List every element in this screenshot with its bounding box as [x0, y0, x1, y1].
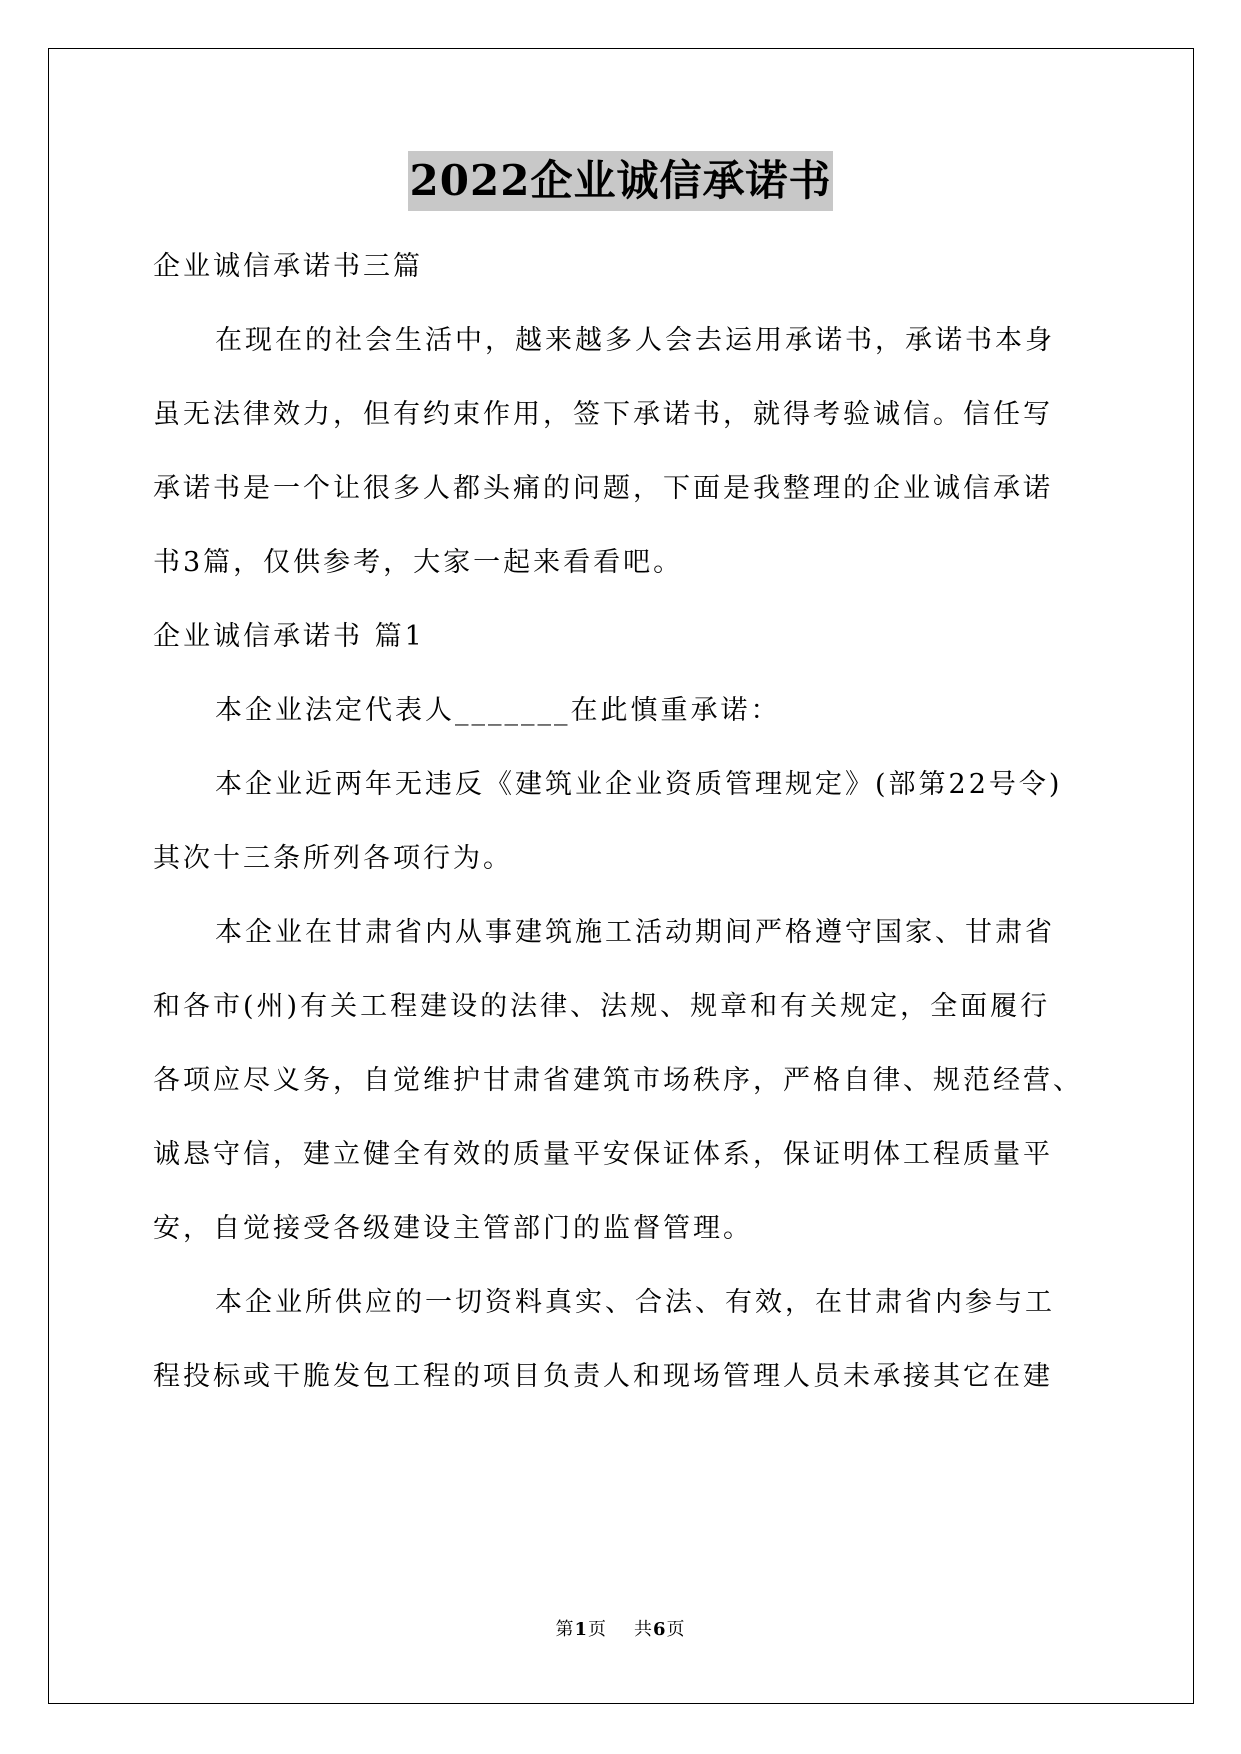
footer-total-suffix: 页: [666, 1619, 686, 1640]
title-container: [0, 151, 1241, 211]
paragraph-line: 其次十三条所列各项行为。: [153, 843, 513, 874]
paragraph-line: 各项应尽义务，自觉维护甘肃省建筑市场秩序，严格自律、规范经营、: [153, 1065, 1083, 1096]
page-footer: [0, 1615, 1241, 1641]
total-page-number: 6: [652, 1619, 667, 1640]
paragraph-line: 本企业法定代表人_______在此慎重承诺：: [215, 695, 781, 726]
current-page-number: 1: [574, 1619, 589, 1640]
paragraph-line: 本企业所供应的一切资料真实、合法、有效，在甘肃省内参与工: [215, 1287, 1055, 1318]
paragraph-line: 安，自觉接受各级建设主管部门的监督管理。: [153, 1213, 753, 1244]
footer-total-prefix: 共: [633, 1619, 653, 1640]
section-heading: 企业诚信承诺书 篇1: [153, 621, 425, 652]
footer-prefix: 第: [555, 1619, 575, 1640]
paragraph-line: 程投标或干脆发包工程的项目负责人和现场管理人员未承接其它在建: [153, 1361, 1053, 1392]
page-border: [48, 48, 1194, 1704]
paragraph-line: 本企业在甘肃省内从事建筑施工活动期间严格遵守国家、甘肃省: [215, 917, 1055, 948]
footer-page-suffix: 页: [588, 1619, 608, 1640]
document-title: 2022企业诚信承诺书: [408, 151, 834, 211]
paragraph-line: 承诺书是一个让很多人都头痛的问题，下面是我整理的企业诚信承诺: [153, 473, 1053, 504]
paragraph-line: 书3篇，仅供参考，大家一起来看看吧。: [153, 547, 684, 578]
paragraph-line: 诚恳守信，建立健全有效的质量平安保证体系，保证明体工程质量平: [153, 1139, 1053, 1170]
paragraph-line: 和各市(州)有关工程建设的法律、法规、规章和有关规定，全面履行: [153, 991, 1051, 1022]
subtitle-line: 企业诚信承诺书三篇: [153, 251, 423, 282]
paragraph-line: 虽无法律效力，但有约束作用，签下承诺书，就得考验诚信。信任写: [153, 399, 1053, 430]
paragraph-line: 在现在的社会生活中，越来越多人会去运用承诺书，承诺书本身: [215, 325, 1055, 356]
paragraph-line: 本企业近两年无违反《建筑业企业资质管理规定》(部第22号令): [215, 769, 1063, 800]
